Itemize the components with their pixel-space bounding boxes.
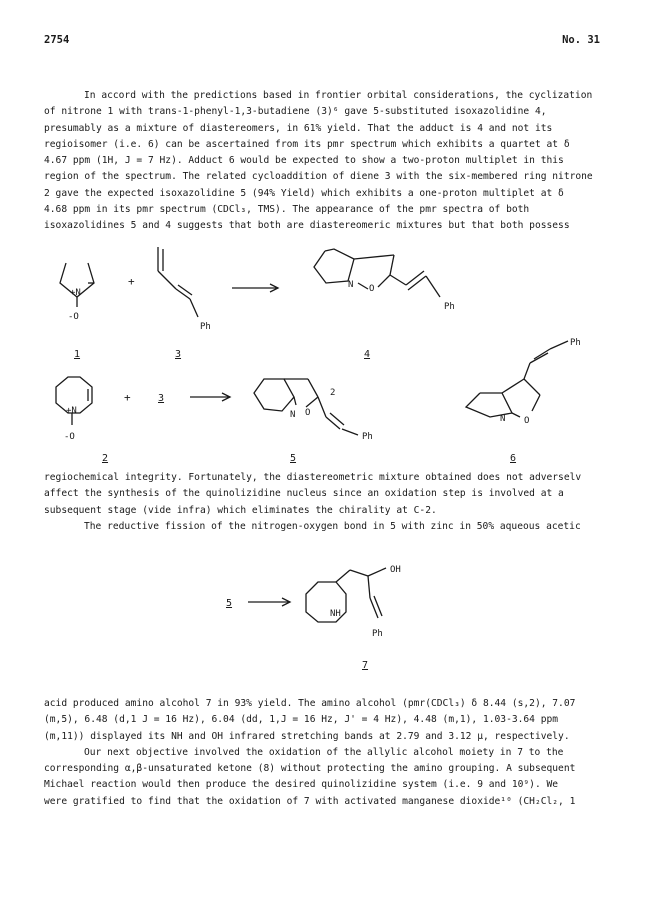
reaction-arrow [248, 598, 290, 606]
page-number: 2754 [44, 34, 70, 46]
compound-label-1: 1 [74, 349, 81, 360]
text-line: Our next objective involved the oxidation of the allylic alcohol moiety in 7 to the [84, 746, 564, 758]
compound-label-7: 7 [362, 660, 369, 671]
n-plus-label: +N [70, 288, 81, 298]
structure-nitrone-2 [56, 377, 92, 442]
text-line: subsequent stage (vide infra) which eliminates the chirality at C-2. [44, 504, 437, 516]
text-line: presumably as a mixture of diastereomers, in 61% yield. That the adduct is 4 and not its [44, 122, 553, 134]
text-line: 4.67 ppm (1H, J = 7 Hz). Adduct 6 would be expected to show a two-proton multiplet in this [44, 155, 564, 167]
paragraph-1 [44, 88, 640, 235]
reaction-arrow [190, 393, 230, 401]
compound-label-5: 5 [290, 453, 297, 464]
text-line: of nitrone 1 with trans-1-phenyl-1,3-butadiene (3)⁶ gave 5-substituted isoxazolidine 4, [44, 106, 547, 118]
structure-diene-3 [158, 247, 211, 332]
ph-label: Ph [444, 302, 455, 312]
o-minus-label: -O [68, 312, 79, 322]
ph-label: Ph [200, 322, 211, 332]
reaction-scheme-1 [0, 245, 672, 470]
text-line: corresponding α,β-unsaturated ketone (8) without protecting the amino grouping. A subsequent [44, 763, 576, 775]
text-line: affect the synthesis of the quinolizidine nucleus since an oxidation step is involved at a [44, 488, 564, 500]
paragraph-3 [44, 696, 640, 810]
n-label: N [500, 414, 506, 424]
n-label: N [290, 410, 296, 420]
text-line: In accord with the predictions based in frontier orbital considerations, the cyclization [84, 90, 593, 101]
oh-label: OH [390, 565, 401, 575]
o-label: O [305, 408, 311, 418]
structure-nitrone-1 [60, 263, 94, 322]
ph-label: Ph [570, 338, 581, 348]
text-line: 2 gave the expected isoxazolidine 5 (94% Yield) which exhibits a one-proton multiplet at δ [44, 187, 564, 199]
issue-number: No. 31 [562, 34, 600, 46]
structure-isoxazolidine-6 [466, 338, 581, 426]
text-line: Michael reaction would then produce the desired quinolizidine system (i.e. 9 and 10⁹). We [44, 779, 559, 791]
text-line: region of the spectrum. The related cycloaddition of diene 3 with the six-membered ring nitrone [44, 171, 593, 183]
compound-label-2: 2 [102, 453, 109, 464]
plus-sign: + [128, 275, 135, 288]
text-line: 4.68 ppm in its pmr spectrum (CDCl₃, TMS). The appearance of the pmr spectra of both [44, 204, 530, 216]
o-minus-label: -O [64, 432, 75, 442]
reactant-label-5: 5 [226, 598, 233, 609]
text-line: regiochemical integrity. Fortunately, the diastereometric mixture obtained does not adverselv [44, 472, 582, 483]
ph-label: Ph [372, 629, 383, 639]
nh-label: NH [330, 609, 341, 619]
text-line: The reductive fission of the nitrogen-oxygen bond in 5 with zinc in 50% aqueous acetic [84, 520, 581, 532]
structure-isoxazolidine-4 [314, 249, 455, 312]
o-label: O [524, 416, 530, 426]
text-line: (m,5), 6.48 (d,1 J = 16 Hz), 6.04 (dd, 1,J = 16 Hz, J' = 4 Hz), 4.48 (m,1), 1.03-3.64 ppm [44, 714, 559, 726]
structure-amino-alcohol-7 [306, 565, 401, 639]
carbon-2-label: 2 [330, 388, 336, 398]
reaction-arrow [232, 284, 278, 292]
text-line: isoxazolidines 5 and 4 suggests that both are diastereomeric mixtures but that both possess [44, 220, 570, 232]
n-plus-label: +N [66, 406, 77, 416]
n-label: N [348, 280, 354, 290]
structure-isoxazolidine-5 [254, 379, 373, 442]
compound-label-3: 3 [175, 349, 182, 360]
reagent-label-3: 3 [158, 393, 165, 404]
reaction-scheme-2 [0, 560, 672, 680]
compound-label-6: 6 [510, 453, 517, 464]
paragraph-2 [44, 470, 640, 535]
compound-label-4: 4 [364, 349, 371, 360]
plus-sign: + [124, 391, 131, 404]
text-line: were gratified to find that the oxidation of 7 with activated manganese dioxide¹⁰ (CH₂Cl₂, 1 [44, 795, 576, 807]
text-line: acid produced amino alcohol 7 in 93% yield. The amino alcohol (pmr(CDCl₃) δ 8.44 (s,2), 7.07 [44, 698, 576, 709]
text-line: (m,11)) displayed its NH and OH infrared stretching bands at 2.79 and 3.12 μ, respectively. [44, 730, 570, 742]
o-label: O [369, 284, 375, 294]
text-line: regioisomer (i.e. 6) can be ascertained from its pmr spectrum which exhibits a quartet at δ [44, 138, 570, 150]
ph-label: Ph [362, 432, 373, 442]
